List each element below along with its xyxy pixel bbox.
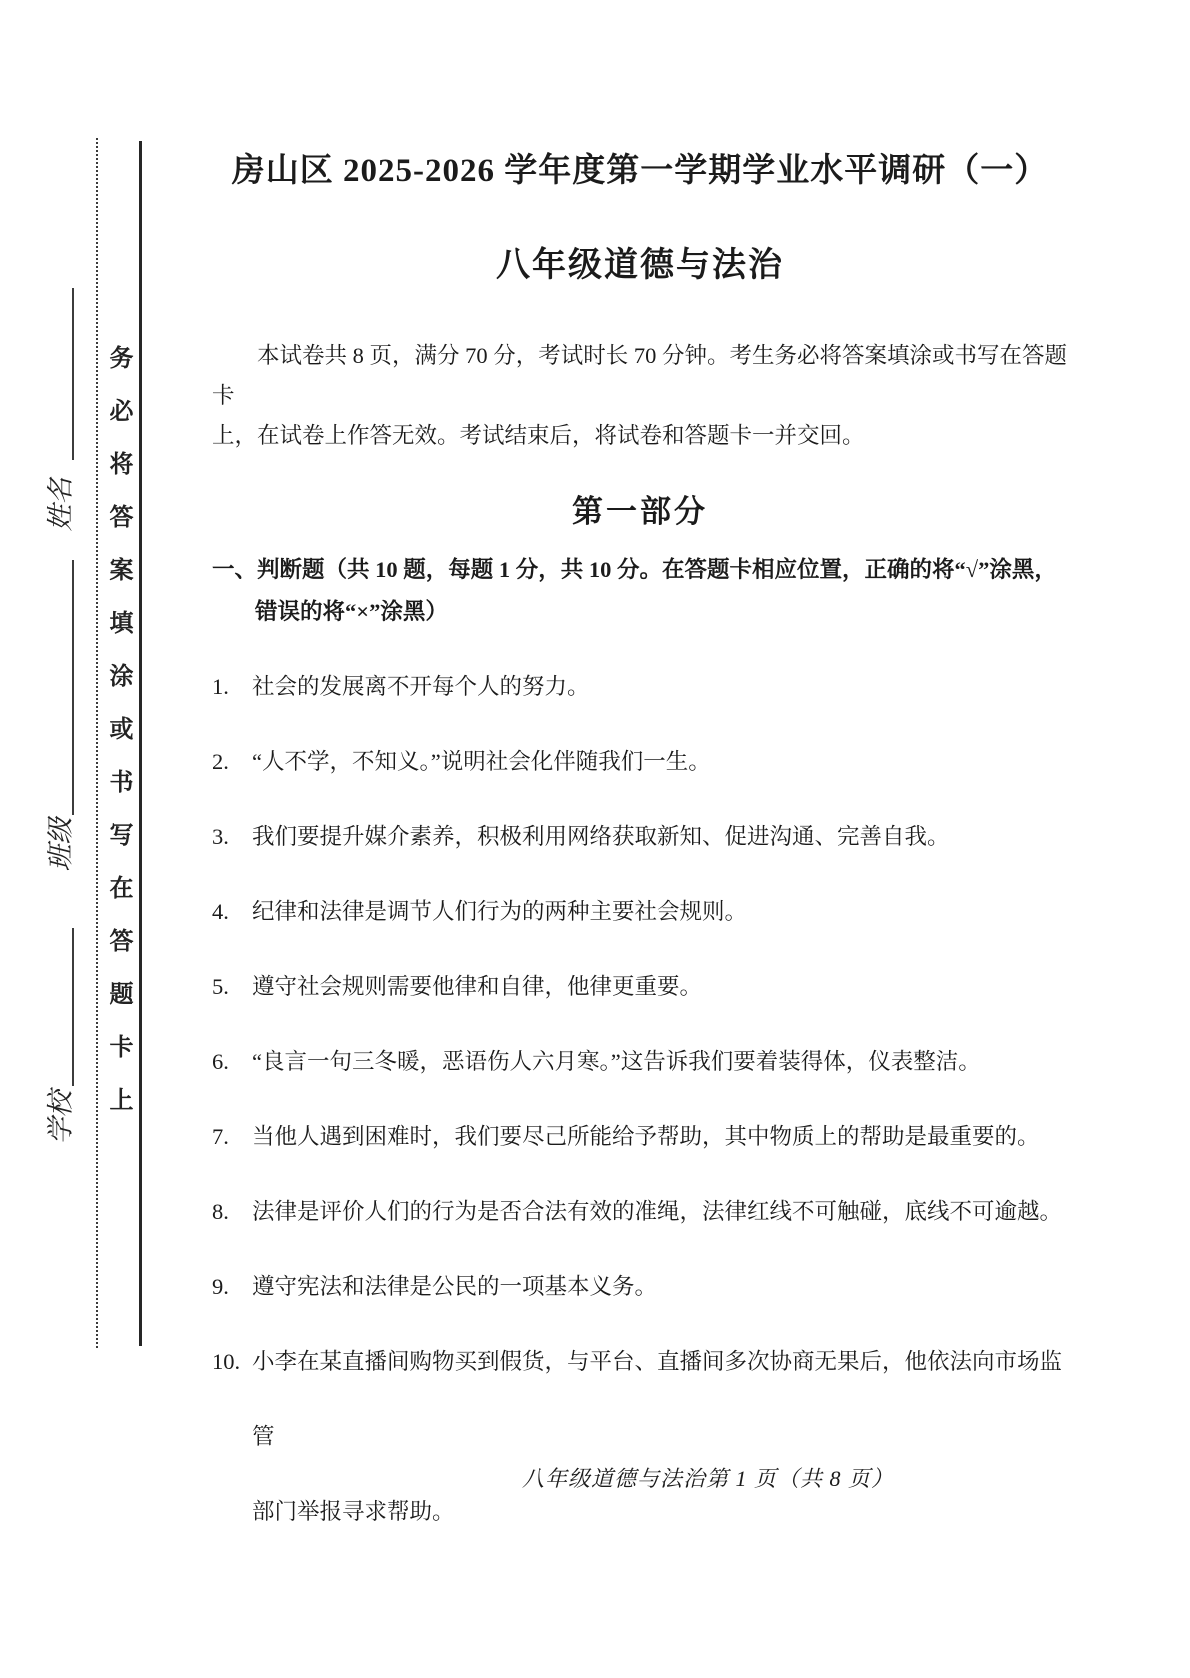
question-text-line: 当他人遇到困难时，我们要尽己所能给予帮助，其中物质上的帮助是最重要的。 [252, 1124, 1040, 1149]
question-text [252, 1249, 1068, 1324]
class-field-label [26, 798, 90, 890]
question-item [212, 1024, 1068, 1099]
question-item [212, 1174, 1068, 1249]
question-text [252, 1099, 1068, 1174]
question-text [252, 724, 1068, 799]
question-text [252, 1324, 1068, 1549]
question-item [212, 874, 1068, 949]
intro-line: 上，在试卷上作答无效。考试结束后，将试卷和答题卡一并交回。 [212, 423, 865, 448]
margin-solid-line [139, 141, 142, 1346]
page-footer: 八年级道德与法治第 1 页（共 8 页） [522, 1466, 895, 1491]
exam-general-instructions [212, 336, 1068, 456]
question-number: 3. [212, 824, 229, 849]
class-blank-line [72, 560, 74, 815]
question-text [252, 949, 1068, 1024]
question-number: 4. [212, 899, 229, 924]
question-number: 5. [212, 974, 229, 999]
question-number: 2. [212, 749, 229, 774]
exam-subtitle: 八年级道德与法治 [496, 247, 784, 284]
school-field-label [26, 1068, 90, 1166]
question-item [212, 1249, 1068, 1324]
question-text [252, 1174, 1068, 1249]
instruction-line: 错误的将“×”涂黑） [255, 599, 448, 624]
question-list [212, 649, 1068, 1549]
question-item [212, 1099, 1068, 1174]
question-text-line: 遵守社会规则需要他律和自律，他律更重要。 [252, 974, 703, 999]
question-text-line: “良言一句三冬暖，恶语伤人六月寒。”这告诉我们要着装得体，仪表整洁。 [252, 1049, 981, 1074]
intro-line: 本试卷共 8 页，满分 70 分，考试时长 70 分钟。考生务必将答案填涂或书写在答题卡 [212, 343, 1068, 408]
name-blank-line [72, 288, 74, 460]
question-item [212, 649, 1068, 724]
margin-notice-vertical: 务必将答案填涂或书写在答题卡上 [105, 345, 132, 1140]
question-text [252, 1024, 1068, 1099]
question-number: 1. [212, 674, 229, 699]
question-number: 7. [212, 1124, 229, 1149]
perforation-dotted-line [96, 138, 98, 1348]
question-text-line: “人不学，不知义。”说明社会化伴随我们一生。 [252, 749, 711, 774]
section-one-instruction [212, 549, 1068, 633]
part-one-heading: 第一部分 [572, 494, 708, 529]
question-text-line: 部门举报寻求帮助。 [252, 1499, 455, 1524]
name-field-label [26, 458, 90, 550]
question-text-line: 纪律和法律是调节人们行为的两种主要社会规则。 [252, 899, 748, 924]
class-field-label-text: 班级 [45, 817, 76, 871]
school-blank-line [72, 928, 74, 1086]
question-number: 10. [212, 1349, 241, 1374]
question-number: 9. [212, 1274, 229, 1299]
exam-content [212, 138, 1068, 1549]
question-number: 6. [212, 1049, 229, 1074]
question-text-line: 我们要提升媒介素养，积极利用网络获取新知、促进沟通、完善自我。 [252, 824, 950, 849]
question-number: 8. [212, 1199, 229, 1224]
question-item [212, 1324, 1068, 1549]
question-text-line: 法律是评价人们的行为是否合法有效的准绳，法律红线不可触碰，底线不可逾越。 [252, 1199, 1063, 1224]
question-text [252, 874, 1068, 949]
exam-title: 房山区 2025-2026 学年度第一学期学业水平调研（一） [231, 153, 1049, 189]
question-item [212, 949, 1068, 1024]
question-text [252, 799, 1068, 874]
question-text [252, 649, 1068, 724]
question-text-line: 小李在某直播间购物买到假货，与平台、直播间多次协商无果后，他依法向市场监管 [252, 1349, 1063, 1449]
name-field-label-text: 姓名 [45, 477, 76, 531]
question-text-line: 遵守宪法和法律是公民的一项基本义务。 [252, 1274, 658, 1299]
question-item [212, 724, 1068, 799]
instruction-line: 一、判断题（共 10 题，每题 1 分，共 10 分。在答题卡相应位置，正确的将“√”涂黑， [212, 557, 1057, 582]
school-field-label-text: 学校 [45, 1090, 76, 1144]
question-item [212, 799, 1068, 874]
question-text-line: 社会的发展离不开每个人的努力。 [252, 674, 590, 699]
